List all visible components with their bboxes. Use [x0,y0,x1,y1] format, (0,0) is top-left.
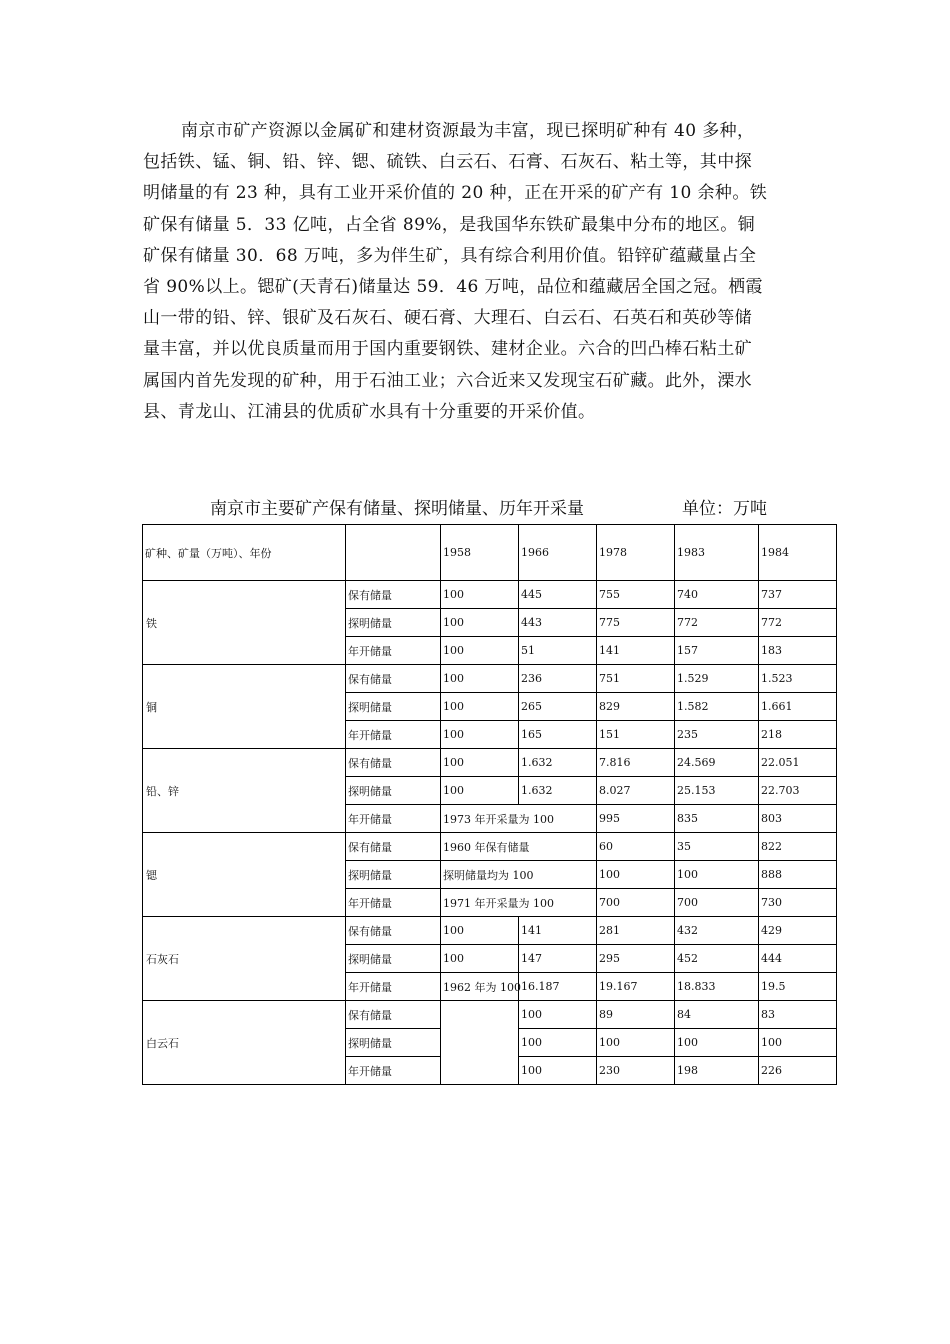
value-cell: 100 [441,609,519,637]
value-cell: 100 [675,1029,759,1057]
table-title: 南京市主要矿产保有储量、探明储量、历年开采量 [210,499,584,519]
value-cell: 265 [519,693,597,721]
value-cell: 8.027 [597,777,675,805]
value-cell: 444 [759,945,837,973]
value-cell: 84 [675,1001,759,1029]
value-cell: 226 [759,1057,837,1085]
type-cell: 保有储量 [346,665,441,693]
value-cell: 772 [759,609,837,637]
value-cell: 19.5 [759,973,837,1001]
value-cell: 737 [759,581,837,609]
type-cell: 探明储量 [346,693,441,721]
value-cell: 151 [597,721,675,749]
header-year: 1966 [519,525,597,581]
value-cell: 775 [597,609,675,637]
paragraph-line: 南京市矿产资源以金属矿和建材资源最为丰富，现已探明矿种有 40 多种， [181,121,755,141]
paragraph-line: 矿保有储量 30．68 万吨，多为伴生矿，具有综合利用价值。铅锌矿蕴藏量占全 [143,245,757,266]
paragraph-line: 矿保有储量 5．33 亿吨，占全省 89%，是我国华东铁矿最集中分布的地区。铜 [143,214,756,235]
table-row [143,749,837,777]
value-cell: 24.569 [675,749,759,777]
table-row [143,833,837,861]
type-cell: 年开储量 [346,889,441,917]
header-year: 1978 [597,525,675,581]
table-row [143,581,837,609]
value-cell: 18.833 [675,973,759,1001]
value-cell: 230 [597,1057,675,1085]
value-cell: 89 [597,1001,675,1029]
paragraph-line: 包括铁、锰、铜、铅、锌、锶、硫铁、白云石、石膏、石灰石、粘土等，其中探 [143,152,752,173]
value-cell: 1962 年为 100 [441,973,519,1001]
value-cell: 183 [759,637,837,665]
paragraph-line: 山一带的铅、锌、银矿及石灰石、硬石膏、大理石、白云石、石英石和英砂等储 [143,308,752,329]
header-year: 1983 [675,525,759,581]
value-cell: 888 [759,861,837,889]
mineral-cell: 铅、锌 [143,749,346,833]
type-cell: 保有储量 [346,1001,441,1029]
empty-cell [441,1001,519,1085]
value-cell: 141 [597,637,675,665]
value-cell: 281 [597,917,675,945]
note-cell: 1973 年开采量为 100 [441,805,597,833]
value-cell: 835 [675,805,759,833]
mineral-cell: 铁 [143,581,346,665]
value-cell: 1.661 [759,693,837,721]
value-cell: 295 [597,945,675,973]
value-cell: 100 [759,1029,837,1057]
table-header-row [143,525,837,581]
value-cell: 100 [441,777,519,805]
table-row [143,1001,837,1029]
value-cell: 60 [597,833,675,861]
value-cell: 751 [597,665,675,693]
value-cell: 100 [519,1029,597,1057]
value-cell: 755 [597,581,675,609]
mineral-cell: 石灰石 [143,917,346,1001]
value-cell: 218 [759,721,837,749]
type-cell: 探明储量 [346,777,441,805]
header-year: 1958 [441,525,519,581]
value-cell: 1.632 [519,777,597,805]
value-cell: 100 [441,581,519,609]
value-cell: 7.816 [597,749,675,777]
value-cell: 100 [441,749,519,777]
value-cell: 25.153 [675,777,759,805]
value-cell: 100 [441,917,519,945]
value-cell: 100 [597,1029,675,1057]
mineral-cell: 铜 [143,665,346,749]
type-cell: 年开储量 [346,805,441,833]
value-cell: 100 [441,693,519,721]
type-cell: 年开储量 [346,1057,441,1085]
table-caption [210,494,767,519]
value-cell: 157 [675,637,759,665]
value-cell: 236 [519,665,597,693]
type-cell: 保有储量 [346,581,441,609]
value-cell: 83 [759,1001,837,1029]
value-cell: 1.529 [675,665,759,693]
intro-paragraph [143,116,806,428]
value-cell: 198 [675,1057,759,1085]
value-cell: 1.632 [519,749,597,777]
value-cell: 772 [675,609,759,637]
note-cell: 1971 年开采量为 100 [441,889,597,917]
note-cell: 探明储量均为 100 [441,861,597,889]
paragraph-line: 量丰富，并以优良质量而用于国内重要钢铁、建材企业。六合的凹凸棒石粘土矿 [143,339,752,360]
type-cell: 年开储量 [346,721,441,749]
value-cell: 100 [441,637,519,665]
type-cell: 保有储量 [346,749,441,777]
paragraph-line: 省 90%以上。锶矿(天青石)储量达 59．46 万吨，品位和蕴藏居全国之冠。栖霞 [143,276,763,297]
value-cell: 100 [597,861,675,889]
type-cell: 保有储量 [346,833,441,861]
value-cell: 1.523 [759,665,837,693]
paragraph-line: 属国内首先发现的矿种，用于石油工业；六合近来又发现宝石矿藏。此外，溧水 [143,370,752,391]
value-cell: 432 [675,917,759,945]
value-cell: 100 [441,665,519,693]
value-cell: 100 [441,945,519,973]
value-cell: 730 [759,889,837,917]
value-cell: 22.703 [759,777,837,805]
type-cell: 年开储量 [346,637,441,665]
mineral-reserves-table [142,524,837,1085]
value-cell: 452 [675,945,759,973]
value-cell: 100 [675,861,759,889]
value-cell: 803 [759,805,837,833]
value-cell: 1.582 [675,693,759,721]
value-cell: 700 [675,889,759,917]
value-cell: 822 [759,833,837,861]
value-cell: 995 [597,805,675,833]
type-cell: 保有储量 [346,917,441,945]
value-cell: 165 [519,721,597,749]
paragraph-line: 县、青龙山、江浦县的优质矿水具有十分重要的开采价值。 [143,401,596,422]
value-cell: 51 [519,637,597,665]
value-cell: 100 [519,1057,597,1085]
value-cell: 19.167 [597,973,675,1001]
type-cell: 年开储量 [346,973,441,1001]
value-cell: 235 [675,721,759,749]
value-cell: 16.187 [519,973,597,1001]
table-row [143,665,837,693]
value-cell: 35 [675,833,759,861]
value-cell: 700 [597,889,675,917]
value-cell: 445 [519,581,597,609]
header-label: 矿种、矿量（万吨）、年份 [143,525,346,581]
mineral-cell: 锶 [143,833,346,917]
table-row [143,917,837,945]
value-cell: 22.051 [759,749,837,777]
header-blank [346,525,441,581]
mineral-cell: 白云石 [143,1001,346,1085]
table-unit: 单位：万吨 [682,499,767,519]
type-cell: 探明储量 [346,861,441,889]
type-cell: 探明储量 [346,945,441,973]
header-year: 1984 [759,525,837,581]
paragraph-line: 明储量的有 23 种，具有工业开采价值的 20 种，正在开采的矿产有 10 余种。铁 [143,183,768,204]
value-cell: 829 [597,693,675,721]
value-cell: 740 [675,581,759,609]
note-cell: 1960 年保有储量 [441,833,597,861]
type-cell: 探明储量 [346,1029,441,1057]
value-cell: 429 [759,917,837,945]
type-cell: 探明储量 [346,609,441,637]
value-cell: 141 [519,917,597,945]
value-cell: 100 [519,1001,597,1029]
value-cell: 147 [519,945,597,973]
value-cell: 443 [519,609,597,637]
value-cell: 100 [441,721,519,749]
